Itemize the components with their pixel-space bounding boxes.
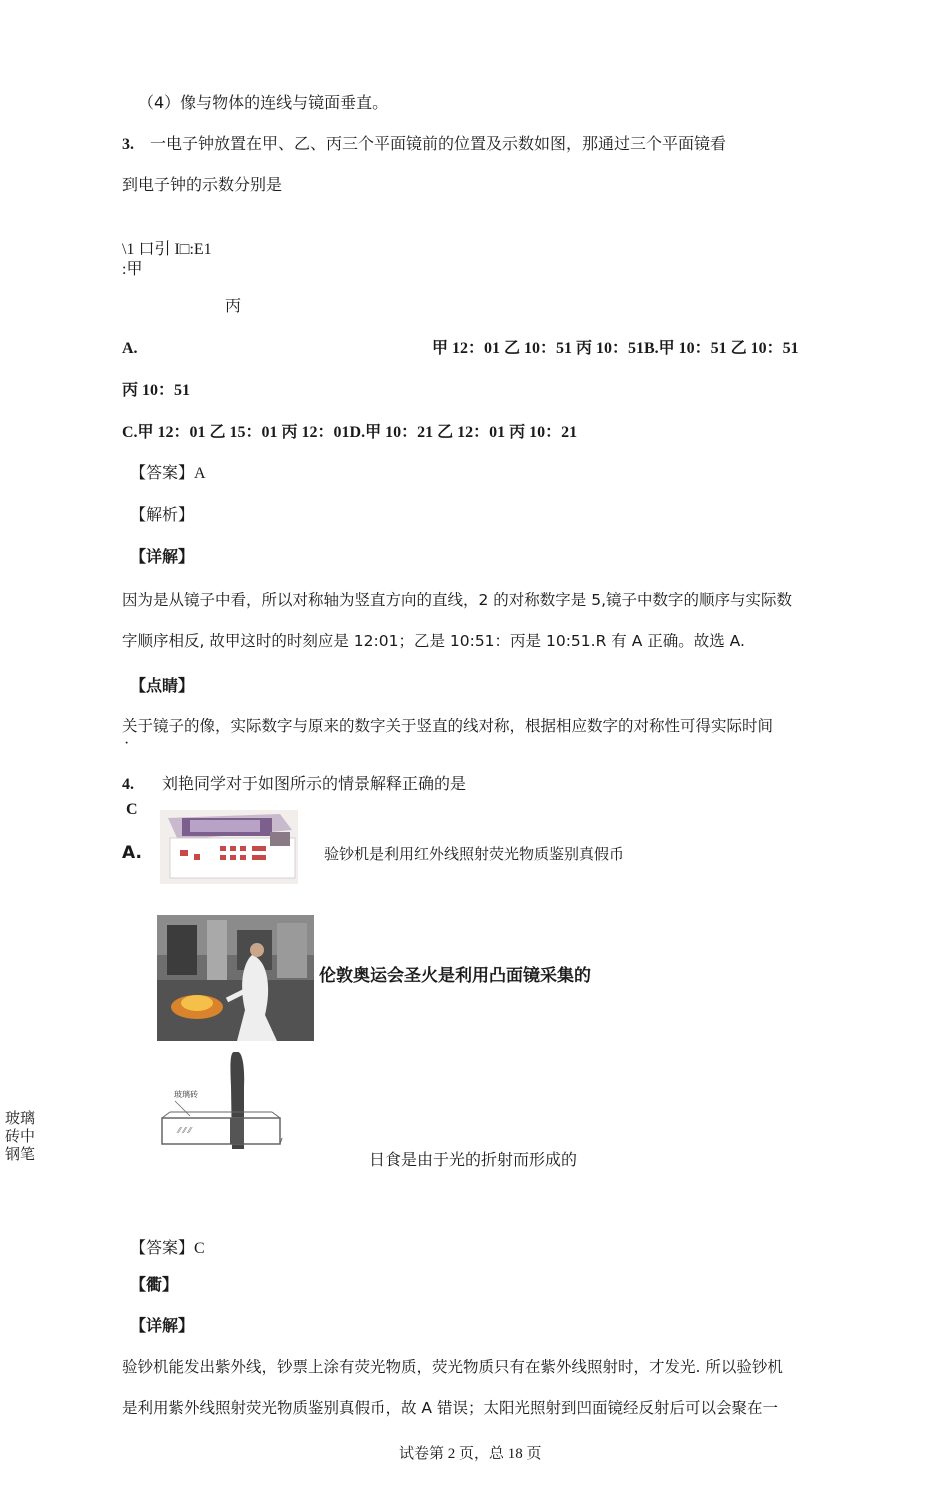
answer-3: 【答案】A [130,465,206,482]
option-d-text-q4: 日食是由于光的折射而形成的 [369,1152,578,1169]
option-a-label-q4: A. [122,843,142,863]
option-c-side-text: 玻璃 砖中 钢笔 [5,1111,36,1163]
detail-4-heading: 【详解】 [130,1318,195,1335]
svg-text:⁄⁄ ⁄⁄ ⁄⁄: ⁄⁄ ⁄⁄ ⁄⁄ [178,1126,192,1135]
answer-4: 【答案】C [130,1240,205,1257]
glass-brick-label: 玻璃砖 [174,1090,198,1099]
point-4-text: （4）像与物体的连线与镜面垂直。 [138,93,389,112]
option-c-fragment: C [126,801,138,818]
option-cd-text: C.甲 12：01 乙 15：01 丙 12：01D.甲 10：21 乙 12：01 丙 10：21 [122,424,578,441]
figure-ocr-label: 丙 [225,298,242,315]
question-3-text-line1: 一电子钟放置在甲、乙、丙三个平面镜前的位置及示数如图，那通过三个平面镜看 [150,136,727,153]
figure-ocr-line1: \1 口引 I□:E1 [122,241,212,258]
option-a-label: A. [122,340,138,357]
question-3-text-line2: 到电子钟的示数分别是 [122,177,283,194]
money-detector-image [160,810,298,884]
analysis-3-heading: 【解析】 [130,507,195,524]
detail-3-heading: 【详解】 [130,549,195,566]
question-3-number: 3. [122,136,134,153]
option-ab-text: 甲 12：01 乙 10：51 丙 10：51B.甲 10：51 乙 10：51 [432,340,799,357]
option-b-continued: 丙 10：51 [122,382,191,399]
explanation-4-line1: 验钞机能发出紫外线，钞票上涂有荧光物质，荧光物质只有在紫外线照射时，才发光. 所以验钞机 [122,1358,783,1376]
explanation-4-line2: 是利用紫外线照射荧光物质鉴别真假币，故 A 错误；太阳光照射到凹面镜经反射后可以会聚在一 [122,1399,778,1417]
page-footer: 试卷第 2 页，总 18 页 [399,1446,542,1462]
dianjing-heading: 【点睛】 [130,678,195,695]
question-4-number: 4. [122,776,134,793]
option-b-text-q4: 伦敦奥运会圣火是利用凸面镜采集的 [319,966,591,986]
explanation-3-line1: 因为是从镜子中看，所以对称轴为竖直方向的直线，2 的对称数字是 5,镜子中数字的顺序与实际数 [122,591,793,609]
question-4-text: 刘艳同学对于如图所示的情景解释正确的是 [162,776,467,793]
glass-brick-pen-image [160,1046,284,1149]
analysis-4-heading: 【衢】 [130,1277,179,1294]
dianjing-text: 关于镜子的像，实际数字与原来的数字关于竖直的线对称，根据相应数字的对称性可得实际时间 [122,717,774,735]
olympic-flame-image [157,915,314,1041]
explanation-3-line2: 字顺序相反, 故甲这时的时刻应是 12:01；乙是 10:51：丙是 10:51.R 有 A 正确。故选 A. [122,632,745,650]
dianjing-trailing-dot: · [124,735,130,752]
option-a-text-q4: 验钞机是利用红外线照射荧光物质鉴别真假币 [324,847,625,863]
figure-ocr-line2: :甲 [122,261,143,278]
